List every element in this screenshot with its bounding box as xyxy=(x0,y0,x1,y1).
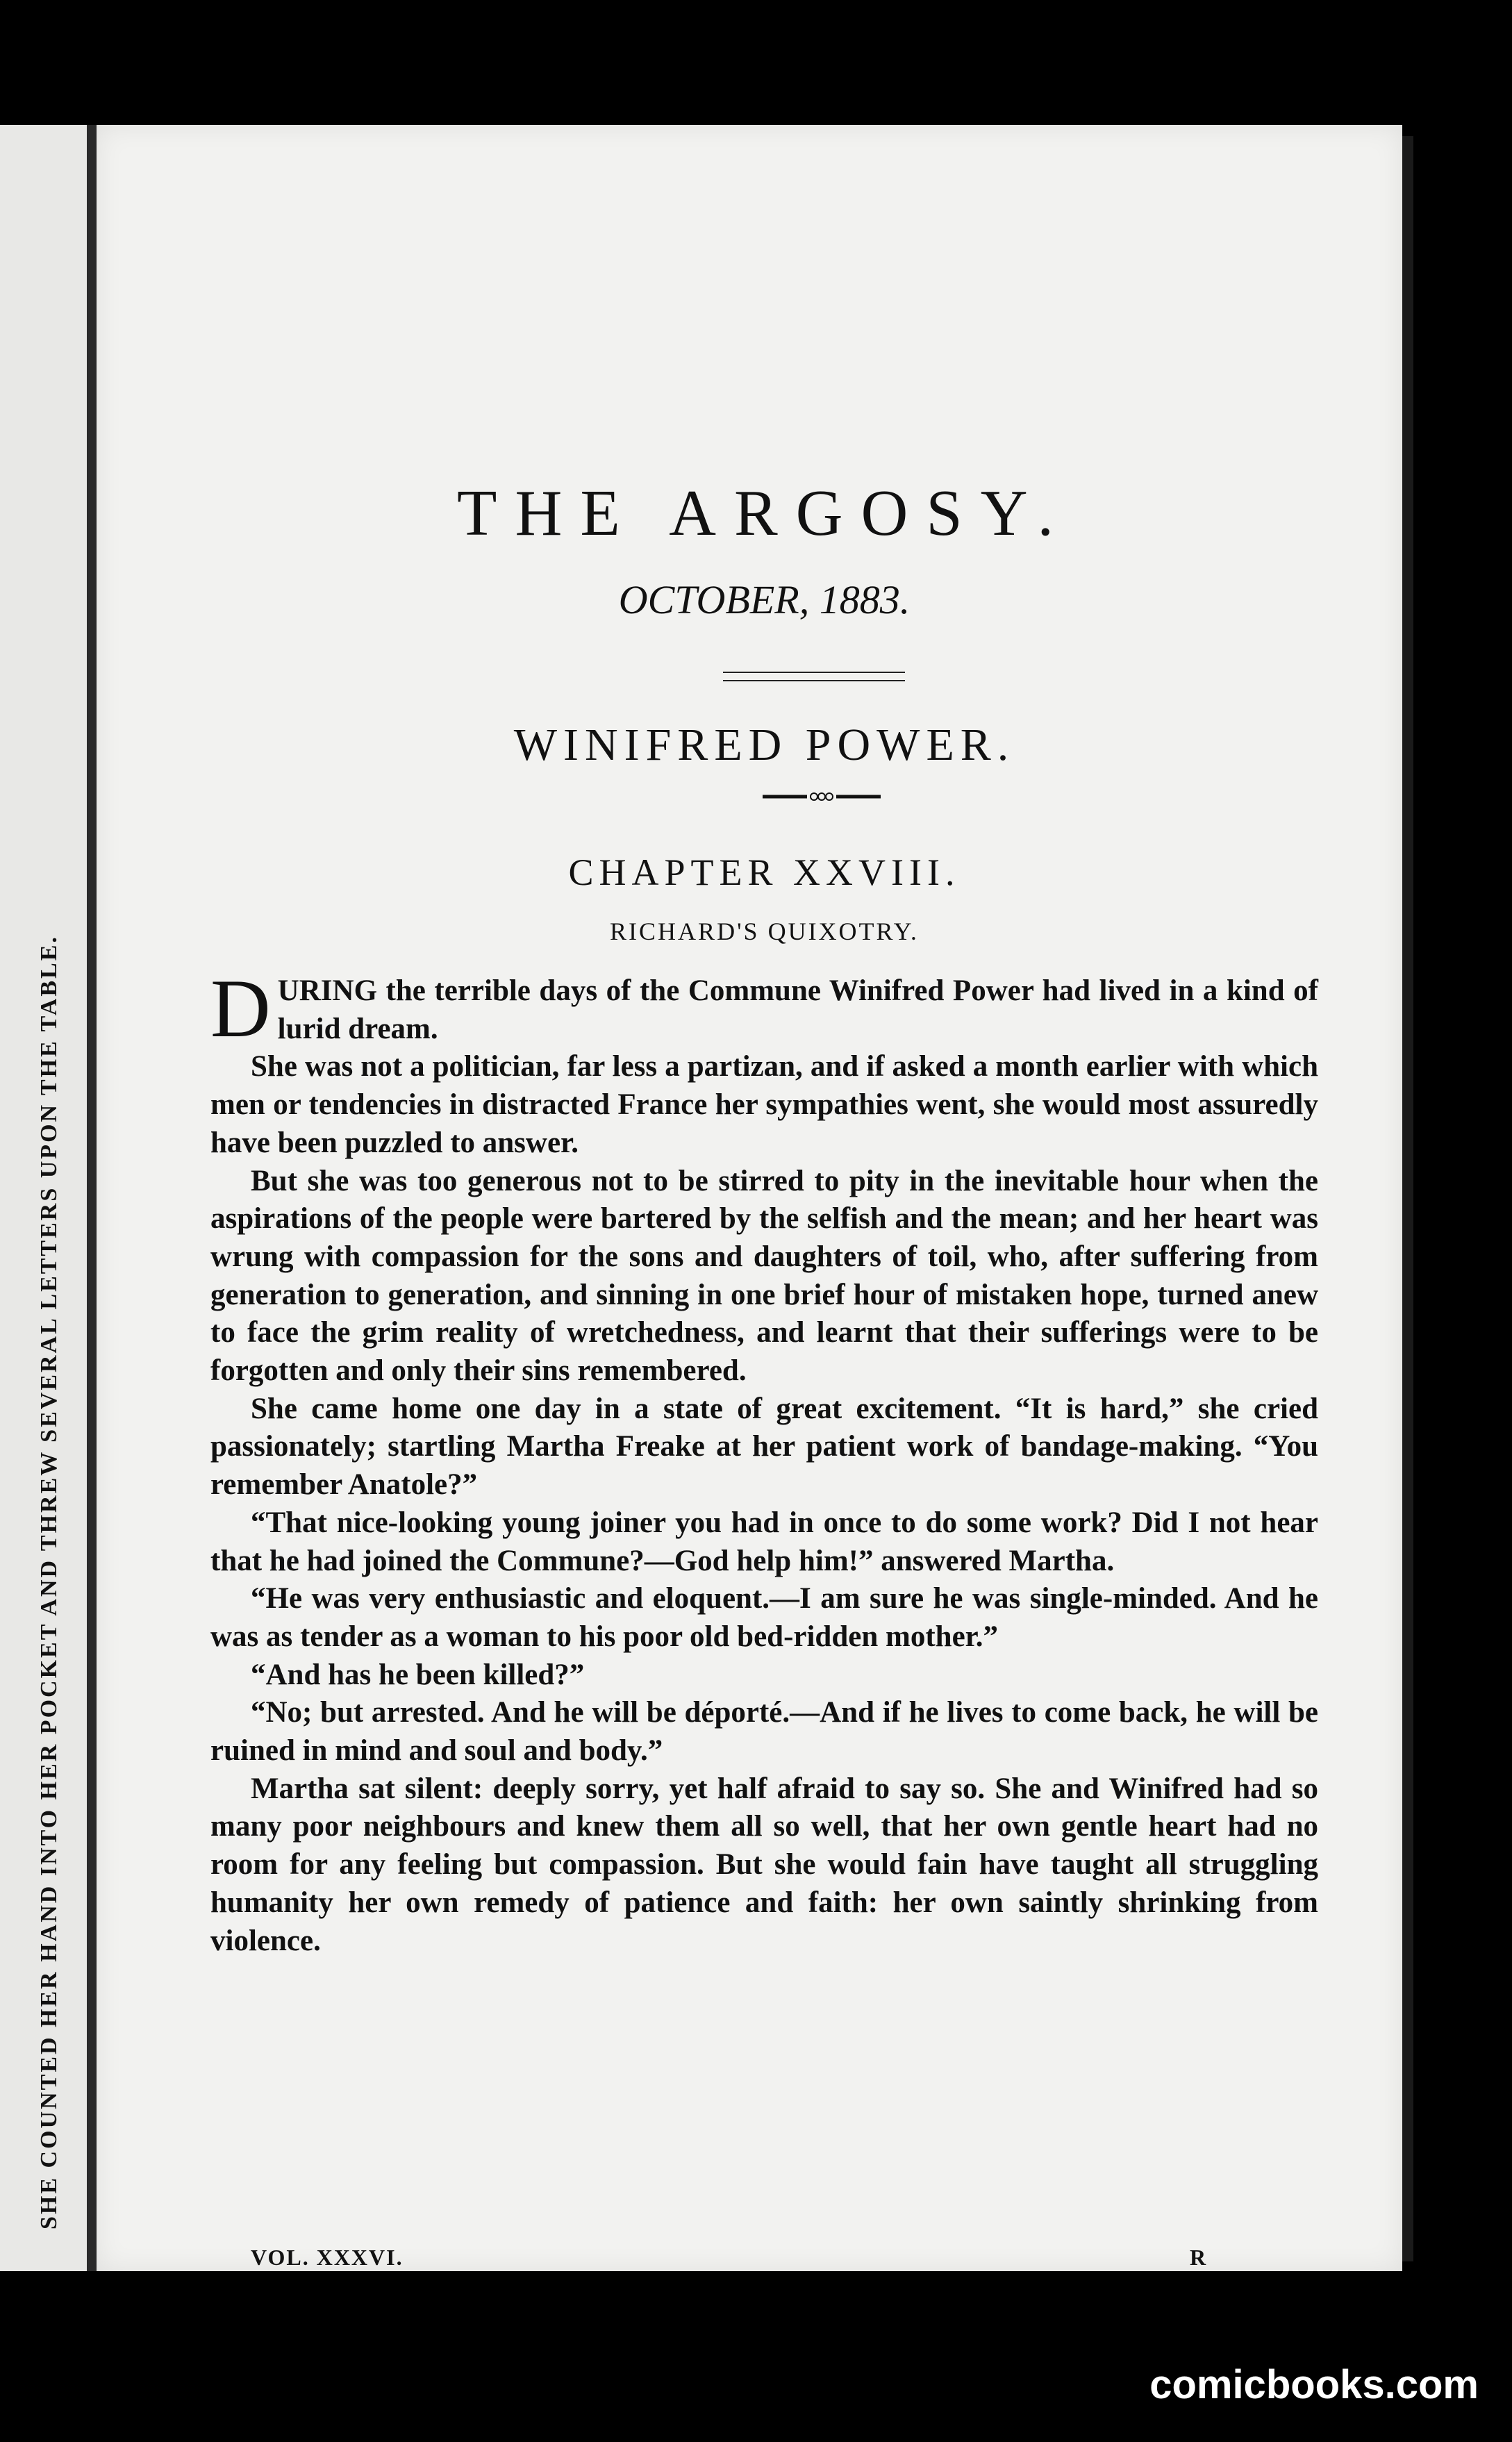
paragraph: “No; but arrested. And he will be déporté.—And if he lives to come back, he will be ruined in mind and soul and body.” xyxy=(210,1696,1318,1768)
story-title: WINIFRED POWER. xyxy=(513,720,1015,770)
paragraph-text: URING the terrible days of the Commune Winifred Power had lived in a kind of lurid dream. xyxy=(277,974,1318,1045)
signature-mark: R xyxy=(1190,2245,1206,2270)
page-edge xyxy=(1402,136,1413,2261)
drop-cap: D xyxy=(210,962,271,1054)
body-text xyxy=(210,962,1318,1960)
page-gutter xyxy=(87,125,97,2271)
paragraph: But she was too generous not to be stirred to pity in the inevitable hour when the aspirations of the people were bartered by the selfish and the mean; and her heart was wrung with compassion for the sons and daughters of toil, who, after suffering from generation to generation, and sinning in one brief hour of mistaken hope, turned anew to face the grim reality of wretchedness, and learnt that their sufferings were to be forgotten and only their sins remembered. xyxy=(210,1164,1318,1388)
paragraph xyxy=(210,962,1318,1054)
double-rule-divider xyxy=(723,672,905,681)
chapter-title: RICHARD'S QUIXOTRY. xyxy=(610,917,919,945)
paragraph: Martha sat silent: deeply sorry, yet half afraid to say so. She and Winifred had so many poor neighbours and knew them all so well, that her own gentle heart had no room for any feeling but compassion. But she would fain have taught all struggling humanity her own remedy of patience and faith: her own saintly shrinking from violence. xyxy=(210,1772,1318,1957)
issue-date: OCTOBER, 1883. xyxy=(618,577,911,622)
watermark: comicbooks.com xyxy=(1149,2362,1479,2407)
facing-page-caption: SHE COUNTED HER HAND INTO HER POCKET AND THREW SEVERAL LETTERS UPON THE TABLE. xyxy=(36,935,62,2229)
volume-number: VOL. XXXVI. xyxy=(251,2245,404,2270)
chapter-heading: CHAPTER XXVIII. xyxy=(568,852,961,893)
paragraph: “That nice-looking young joiner you had in once to do some work? Did I not hear that he had joined the Commune?—God help him!” answered Martha. xyxy=(210,1506,1318,1577)
paragraph: “He was very enthusiastic and eloquent.—I am sure he was single-minded. And he was as tender as a woman to his poor old bed-ridden mother.” xyxy=(210,1582,1318,1653)
ornament-divider-icon xyxy=(763,790,881,804)
paragraph: She was not a politician, far less a partizan, and if asked a month earlier with which men or tendencies in distracted France her sympathies went, she would most assuredly have been puzzled to answer. xyxy=(210,1050,1318,1159)
book-page xyxy=(97,125,1402,2271)
paragraph: “And has he been killed?” xyxy=(251,1658,585,1691)
paragraph: She came home one day in a state of great excitement. “It is hard,” she cried passionately; startling Martha Freake at her patient work of bandage-making. “You remember Anatole?” xyxy=(210,1392,1318,1502)
magazine-title: THE ARGOSY. xyxy=(457,477,1072,549)
